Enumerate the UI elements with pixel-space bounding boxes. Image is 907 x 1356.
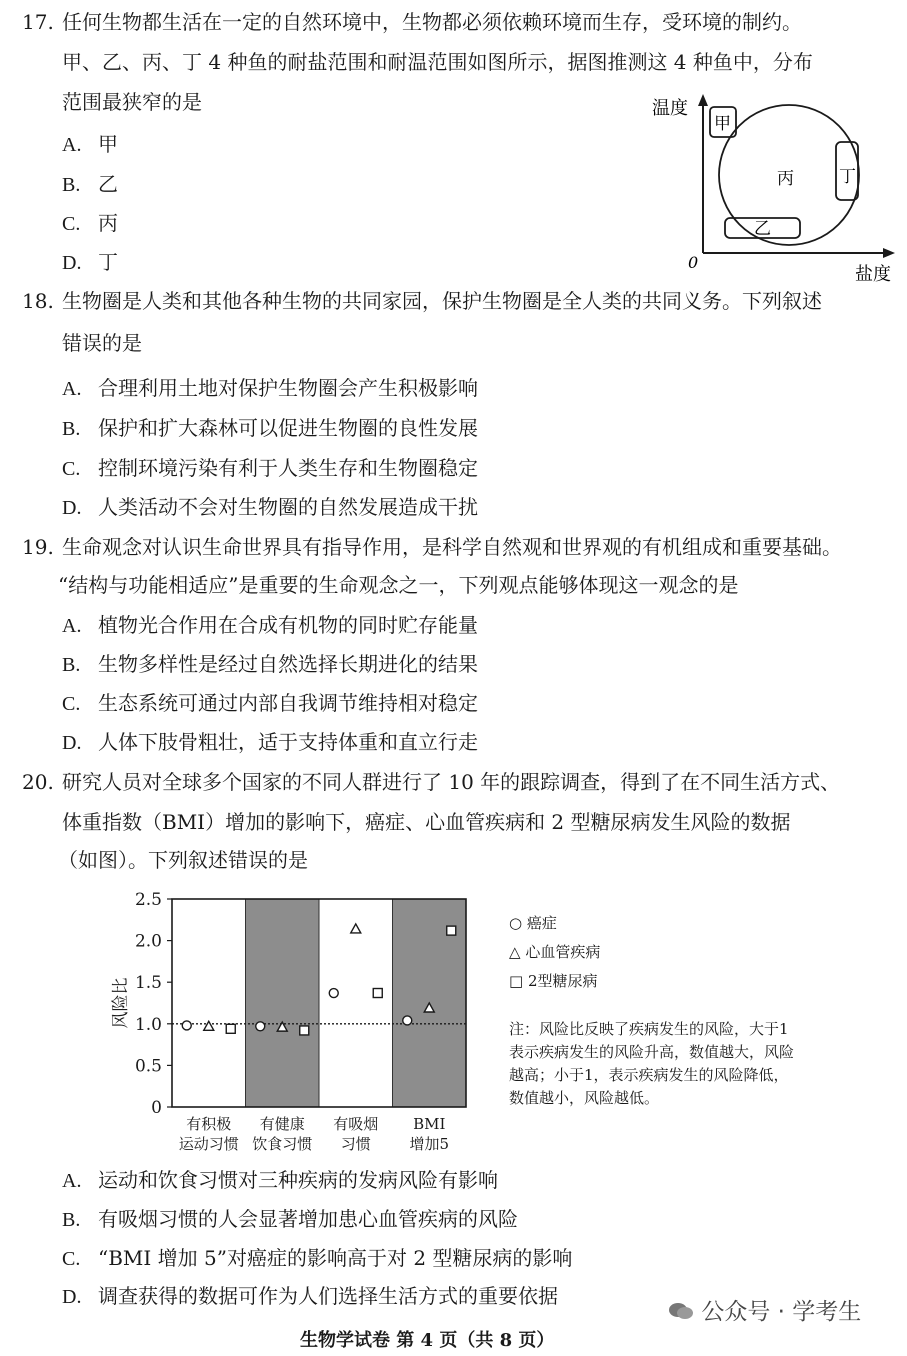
category-label: 增加5 xyxy=(409,1135,450,1153)
legend-item-cardiovascular: △ 心血管疾病 xyxy=(509,943,601,961)
category-label: 有健康 xyxy=(259,1115,305,1133)
q20-number: 20. xyxy=(22,770,54,794)
y-axis-label: 风险比 xyxy=(111,977,131,1029)
bing-label: 丙 xyxy=(777,169,794,189)
q19-option-c[interactable]: C. 生态系统可通过内部自我调节维持相对稳定 xyxy=(62,691,478,715)
legend-item-cancer: ○ 癌症 xyxy=(509,914,557,932)
q17-line3: 范围最狭窄的是 xyxy=(62,90,202,114)
shaded-band xyxy=(246,899,320,1107)
q18-line2: 错误的是 xyxy=(62,331,142,355)
category-label: 有吸烟 xyxy=(333,1115,379,1133)
q20-option-b[interactable]: B. 有吸烟习惯的人会显著增加患心血管疾病的风险 xyxy=(62,1207,518,1231)
watermark: 公众号 · 学考生 xyxy=(668,1293,861,1326)
category-label: 有积极 xyxy=(186,1115,232,1133)
q19-line1: 19. 生命观念对认识生命世界具有指导作用，是科学自然观和世界观的有机组成和重要基础。 xyxy=(22,535,842,559)
category-label: 习惯 xyxy=(340,1135,371,1153)
q17-option-d[interactable]: D. 丁 xyxy=(62,250,118,274)
jia-label: 甲 xyxy=(714,114,731,134)
q17-option-c[interactable]: C. 丙 xyxy=(62,211,118,235)
q18-option-a[interactable]: A. 合理利用土地对保护生物圈会产生积极影响 xyxy=(62,376,478,400)
cancer-point xyxy=(182,1021,191,1030)
q17-line2: 甲、乙、丙、丁 4 种鱼的耐盐范围和耐温范围如图所示，据图推测这 4 种鱼中，分布 xyxy=(62,50,813,74)
q19-line2: “结构与功能相适应”是重要的生命观念之一，下列观点能够体现这一观念的是 xyxy=(58,573,739,597)
cancer-point xyxy=(403,1016,412,1025)
diabetes-point xyxy=(373,989,382,998)
q18-option-b[interactable]: B. 保护和扩大森林可以促进生物圈的良性发展 xyxy=(62,416,478,440)
diabetes-point xyxy=(226,1024,235,1033)
cancer-point xyxy=(329,989,338,998)
cardiovascular-point xyxy=(351,924,361,933)
q20-option-d[interactable]: D. 调查获得的数据可作为人们选择生活方式的重要依据 xyxy=(62,1284,558,1308)
diabetes-point xyxy=(447,926,456,935)
page-footer: 生物学试卷 第 4 页（共 8 页） xyxy=(300,1330,555,1351)
q20-option-a[interactable]: A. 运动和饮食习惯对三种疾病的发病风险有影响 xyxy=(62,1168,498,1192)
salinity-axis-arrow xyxy=(883,248,895,258)
q17-number: 17. xyxy=(22,10,54,34)
cardiovascular-point xyxy=(204,1021,214,1030)
q19-option-a[interactable]: A. 植物光合作用在合成有机物的同时贮存能量 xyxy=(62,613,478,637)
y-tick-label: 1.5 xyxy=(134,973,162,994)
y-tick-label: 0.5 xyxy=(134,1056,162,1077)
y-tick-label: 1.0 xyxy=(134,1014,162,1035)
temperature-axis-arrow xyxy=(698,94,708,106)
yi-label: 乙 xyxy=(754,219,771,239)
origin-label: 0 xyxy=(688,253,699,272)
chart-note: 注：风险比反映了疾病发生的风险，大于1表示疾病发生的风险升高，数值越大，风险越高；小于1，表示疾病发生的风险降低，数值越小，风险越低。 xyxy=(509,1020,795,1107)
q20-line1: 20. 研究人员对全球多个国家的不同人群进行了 10 年的跟踪调查，得到了在不同生活方式、 xyxy=(22,770,841,794)
q20-line3: （如图）。下列叙述错误的是 xyxy=(58,848,308,872)
ding-label: 丁 xyxy=(839,167,856,187)
q18-number: 18. xyxy=(22,289,54,313)
q18-option-d[interactable]: D. 人类活动不会对生物圈的自然发展造成干扰 xyxy=(62,495,478,519)
y-tick-label: 2.0 xyxy=(134,931,162,952)
legend-item-diabetes: □ 2型糖尿病 xyxy=(509,972,598,990)
q18-line1: 18. 生物圈是人类和其他各种生物的共同家园，保护生物圈是全人类的共同义务。下列叙述 xyxy=(22,289,822,313)
q20-option-c[interactable]: C. “BMI 增加 5”对癌症的影响高于对 2 型糖尿病的影响 xyxy=(62,1246,573,1270)
diabetes-point xyxy=(300,1026,309,1035)
category-label: BMI xyxy=(413,1115,446,1133)
q17-line1: 17. 任何生物都生活在一定的自然环境中，生物都必须依赖环境而生存，受环境的制约。 xyxy=(22,10,802,34)
q17-option-b[interactable]: B. 乙 xyxy=(62,172,118,196)
q18-option-c[interactable]: C. 控制环境污染有利于人类生存和生物圈稳定 xyxy=(62,456,478,480)
y-tick-label: 0 xyxy=(151,1098,162,1118)
q19-option-b[interactable]: B. 生物多样性是经过自然选择长期进化的结果 xyxy=(62,652,478,676)
category-label: 饮食习惯 xyxy=(252,1135,313,1153)
q19-option-d[interactable]: D. 人体下肢骨粗壮，适于支持体重和直立行走 xyxy=(62,730,478,754)
category-label: 运动习惯 xyxy=(178,1135,239,1153)
wechat-icon xyxy=(668,1301,694,1321)
cancer-point xyxy=(256,1022,265,1031)
q20-line2: 体重指数（BMI）增加的影响下，癌症、心血管疾病和 2 型糖尿病发生风险的数据 xyxy=(62,810,791,834)
q17-fish-range-diagram xyxy=(640,90,900,285)
y-tick-label: 2.5 xyxy=(134,890,162,910)
q17-option-a[interactable]: A. 甲 xyxy=(62,132,118,156)
x-axis-label: 盐度 xyxy=(855,264,891,285)
q19-number: 19. xyxy=(22,535,54,559)
risk-ratio-chart xyxy=(100,885,480,1160)
y-axis-label: 温度 xyxy=(652,98,688,119)
